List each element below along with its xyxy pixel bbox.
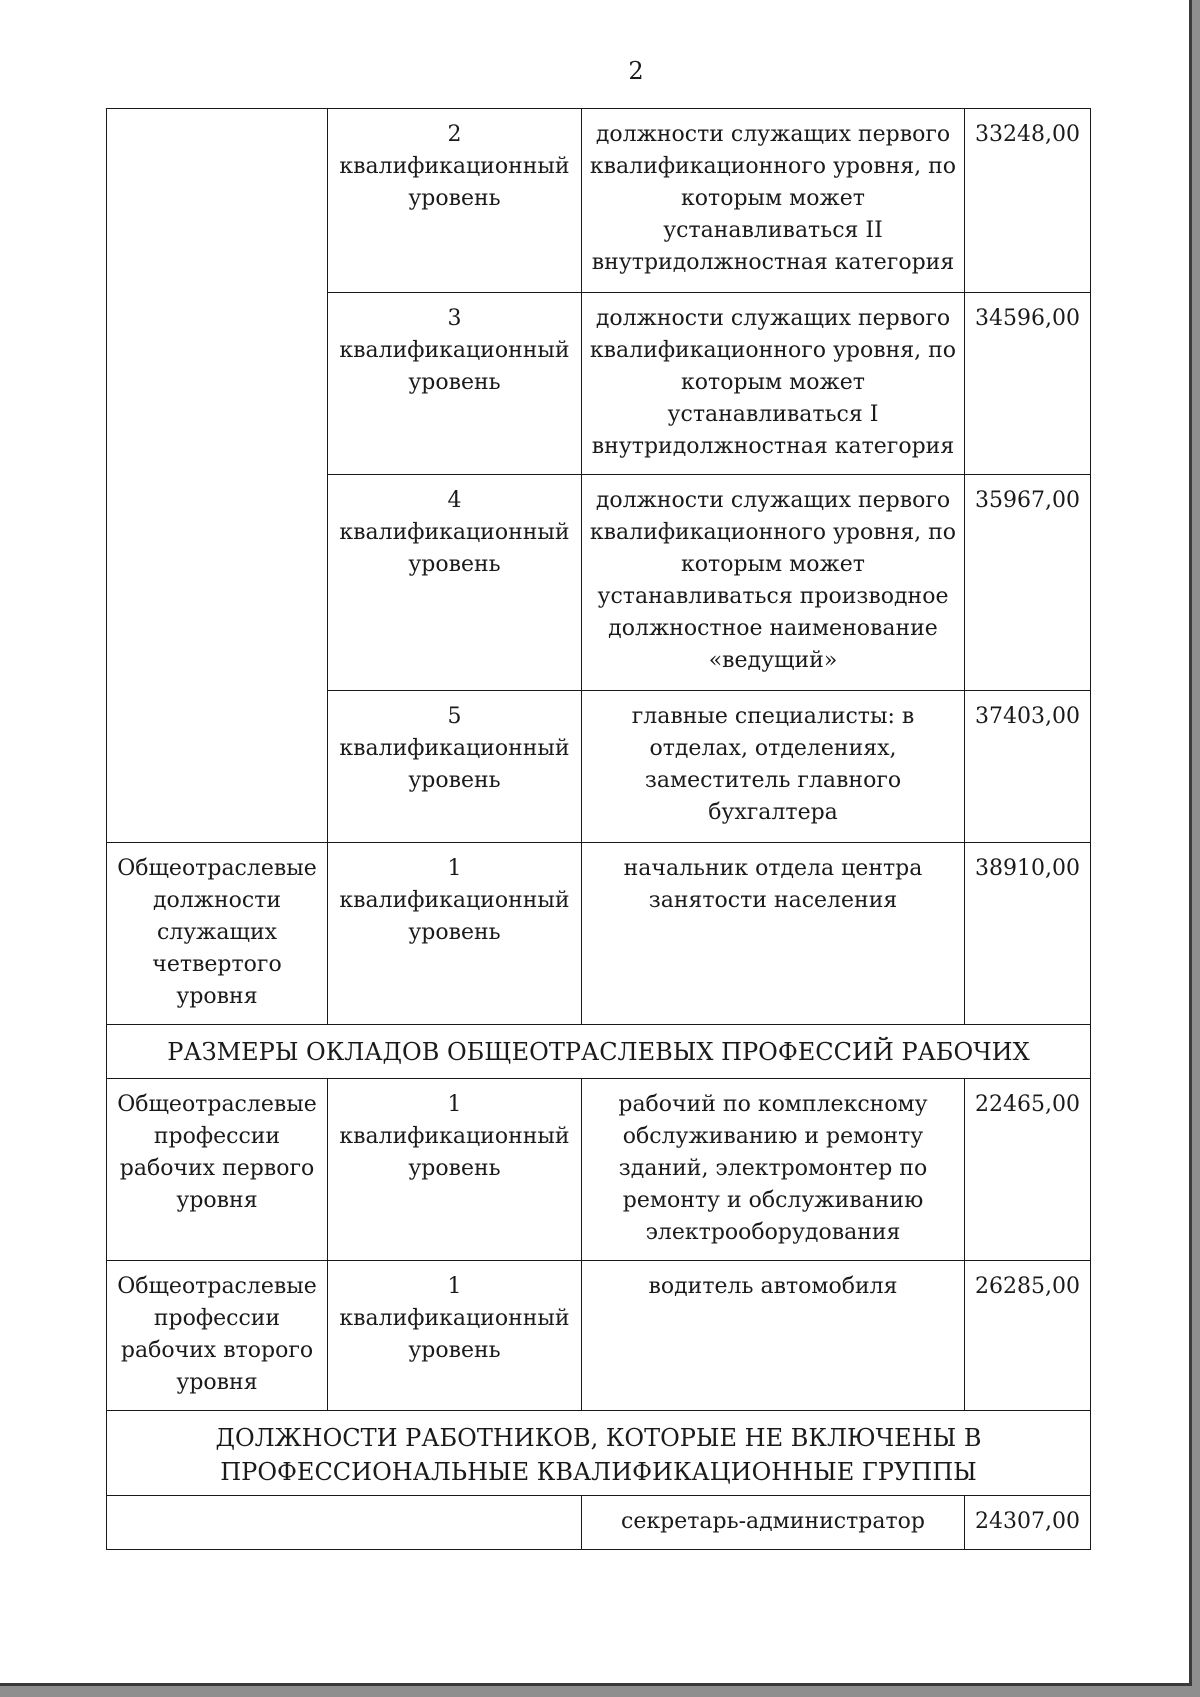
level-label: квалификационный уровень [339, 736, 570, 793]
level-cell [328, 691, 582, 843]
section-heading-workers: РАЗМЕРЫ ОКЛАДОВ ОБЩЕОТРАСЛЕВЫХ ПРОФЕССИЙ РАБОЧИХ [107, 1025, 1091, 1079]
level-number: 2 [447, 122, 462, 147]
section-heading-other: ДОЛЖНОСТИ РАБОТНИКОВ, КОТОРЫЕ НЕ ВКЛЮЧЕНЫ В ПРОФЕССИОНАЛЬНЫЕ КВАЛИФИКАЦИОННЫЕ ГРУППЫ [107, 1411, 1091, 1496]
salary-cell: 24307,00 [965, 1496, 1091, 1550]
position-cell: рабочий по комплексному обслуживанию и ремонту зданий, электромонтер по ремонту и обслуживанию электрооборудования [582, 1079, 965, 1261]
level-cell [328, 109, 582, 293]
position-cell: водитель автомобиля [582, 1261, 965, 1411]
level-label: квалификационный уровень [339, 1124, 570, 1181]
level-cell [328, 1261, 582, 1411]
table-row [107, 843, 1091, 1025]
position-cell: секретарь-администратор [582, 1496, 965, 1550]
position-cell: начальник отдела центра занятости населения [582, 843, 965, 1025]
table-row [107, 1079, 1091, 1261]
level-label: квалификационный уровень [339, 888, 570, 945]
position-cell: должности служащих первого квалификационного уровня, по которым может устанавливаться I внутридолжностная категория [582, 293, 965, 475]
group-cell-continued [107, 109, 328, 843]
group-cell: Общеотраслевые профессии рабочих второго уровня [107, 1261, 328, 1411]
salary-table [106, 108, 1091, 1550]
table-row [107, 1496, 1091, 1550]
section-row [107, 1025, 1091, 1079]
level-cell [328, 1079, 582, 1261]
empty-cell [107, 1496, 582, 1550]
level-number: 1 [447, 1092, 462, 1117]
position-cell: должности служащих первого квалификационного уровня, по которым может устанавливаться II внутридолжностная категория [582, 109, 965, 293]
level-number: 3 [447, 306, 462, 331]
level-number: 1 [447, 1274, 462, 1299]
level-cell [328, 843, 582, 1025]
group-cell: Общеотраслевые должности служащих четвертого уровня [107, 843, 328, 1025]
level-number: 4 [447, 488, 462, 513]
level-label: квалификационный уровень [339, 154, 570, 211]
level-cell [328, 293, 582, 475]
level-label: квалификационный уровень [339, 520, 570, 577]
group-cell: Общеотраслевые профессии рабочих первого уровня [107, 1079, 328, 1261]
salary-cell: 35967,00 [965, 475, 1091, 691]
section-row [107, 1411, 1091, 1496]
table-row [107, 1261, 1091, 1411]
page-number: 2 [628, 57, 644, 85]
salary-cell: 22465,00 [965, 1079, 1091, 1261]
salary-cell: 33248,00 [965, 109, 1091, 293]
level-number: 5 [447, 704, 462, 729]
salary-cell: 34596,00 [965, 293, 1091, 475]
level-cell [328, 475, 582, 691]
level-label: квалификационный уровень [339, 338, 570, 395]
salary-cell: 38910,00 [965, 843, 1091, 1025]
level-number: 1 [447, 856, 462, 881]
position-cell: должности служащих первого квалификационного уровня, по которым может устанавливаться производное должностное наименование «ведущий» [582, 475, 965, 691]
level-label: квалификационный уровень [339, 1306, 570, 1363]
salary-cell: 37403,00 [965, 691, 1091, 843]
table-row [107, 109, 1091, 293]
salary-cell: 26285,00 [965, 1261, 1091, 1411]
position-cell: главные специалисты: в отделах, отделениях, заместитель главного бухгалтера [582, 691, 965, 843]
